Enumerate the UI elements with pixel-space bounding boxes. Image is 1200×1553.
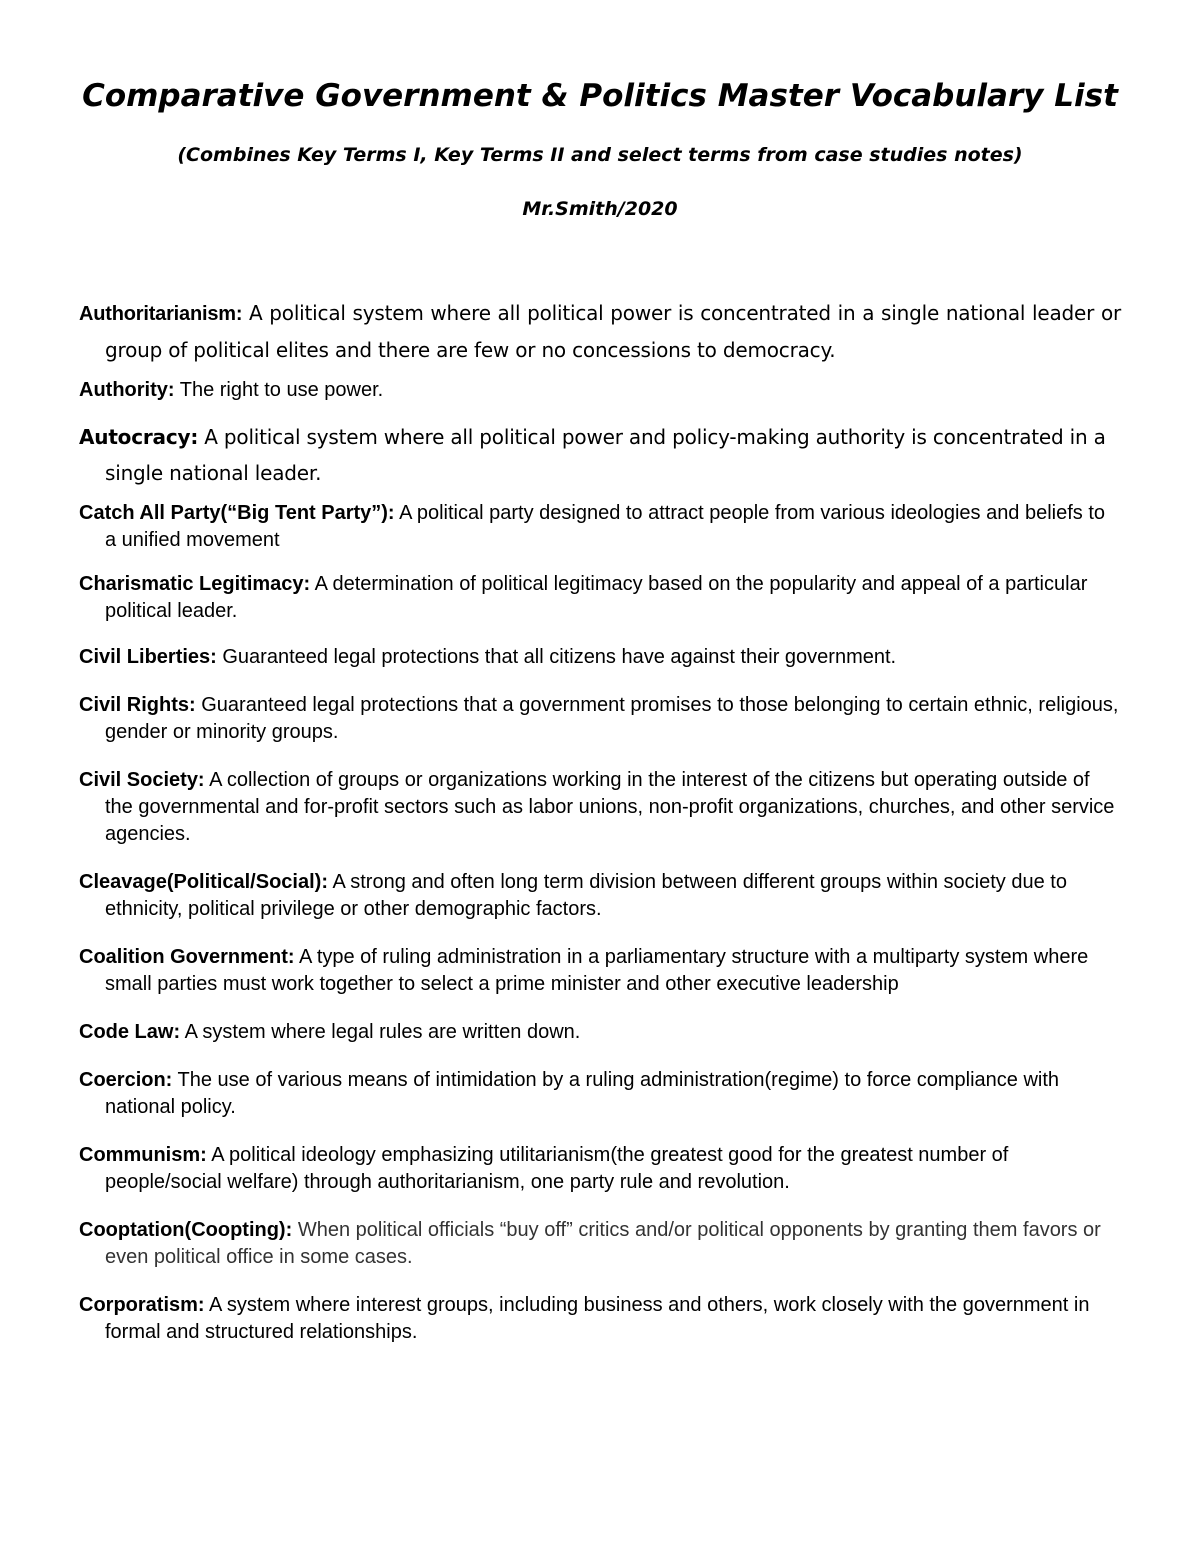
vocab-entry-cleavage [79,869,1121,923]
document-byline: Mr.Smith/2020 [522,198,678,220]
vocab-definition: A system where legal rules are written down. [180,1021,581,1043]
vocab-term: Communism: [79,1144,207,1166]
vocab-entry-civil-rights [79,692,1121,746]
vocab-definition: A system where interest groups, including business and others, work closely with the government in formal and structured relationships. [105,1294,1090,1343]
vocab-definition: A political system where all political power is concentrated in a single national leader or group of political elites and there are few or no concessions to democracy. [105,301,1121,362]
vocab-definition: Guaranteed legal protections that a government promises to those belonging to certain ethnic, religious, gender or minority groups. [105,694,1119,743]
vocab-definition: A collection of groups or organizations working in the interest of the citizens but operating outside of the governmental and for-profit sectors such as labor unions, non-profit organizations, churches, and other service agencies. [105,769,1115,845]
document-title: Comparative Government & Politics Master Vocabulary List [82,78,1118,114]
vocab-entry-corporatism [79,1292,1121,1346]
vocab-entry-charismatic-legitimacy [79,571,1121,625]
vocab-term: Autocracy: [79,425,199,449]
vocab-term: Catch All Party(“Big Tent Party”): [79,502,395,524]
vocab-term: Authoritarianism: [79,303,243,325]
document-subtitle: (Combines Key Terms I, Key Terms II and select terms from case studies notes) [177,144,1023,166]
vocab-term: Cooptation(Coopting): [79,1219,293,1241]
vocab-term: Cleavage(Political/Social): [79,871,328,893]
vocab-term: Corporatism: [79,1294,205,1316]
vocab-entry-catch-all-party [79,500,1121,554]
vocab-definition: A strong and often long term division between different groups within society due to ethnicity, political privilege or other demographic factors. [105,871,1067,920]
vocab-definition: A political system where all political power and policy-making authority is concentrated in a single national leader. [105,425,1106,485]
vocab-term: Civil Society: [79,769,205,791]
vocab-definition: The right to use power. [174,379,384,401]
vocab-definition: A type of ruling administration in a parliamentary structure with a multiparty system where small parties must work together to select a prime minister and other executive leadership [105,946,1089,995]
vocab-entry-code-law [79,1019,1121,1046]
vocab-term: Civil Liberties: [79,646,217,668]
vocab-entry-civil-society [79,767,1121,848]
vocab-definition: Guaranteed legal protections that all citizens have against their government. [216,646,897,668]
vocab-term: Authority: [79,379,175,401]
vocab-definition: The use of various means of intimidation by a ruling administration(regime) to force compliance with national policy. [105,1069,1060,1118]
vocab-definition: A determination of political legitimacy based on the popularity and appeal of a particular political leader. [105,573,1088,622]
vocab-entry-communism [79,1142,1121,1196]
vocab-entry-autocracy [79,419,1121,491]
vocab-entry-authoritarianism [79,295,1121,368]
vocab-entry-authority [79,377,1121,404]
vocab-term: Civil Rights: [79,694,196,716]
vocabulary-list [79,295,1121,1346]
vocab-definition: A political ideology emphasizing utilitarianism(the greatest good for the greatest number of people/social welfare) through authoritarianism, one party rule and revolution. [105,1144,1009,1193]
vocab-entry-cooptation [79,1217,1121,1271]
vocab-term: Coercion: [79,1069,173,1091]
vocab-entry-coalition-government [79,944,1121,998]
vocab-term: Code Law: [79,1021,181,1043]
vocab-definition: A political party designed to attract people from various ideologies and beliefs to a unified movement [105,502,1106,551]
vocab-entry-coercion [79,1067,1121,1121]
vocab-term: Coalition Government: [79,946,295,968]
vocab-entry-civil-liberties [79,644,1121,671]
vocab-term: Charismatic Legitimacy: [79,573,311,595]
vocab-definition: When political officials “buy off” critics and/or political opponents by granting them favors or even political office in some cases. [105,1219,1101,1268]
